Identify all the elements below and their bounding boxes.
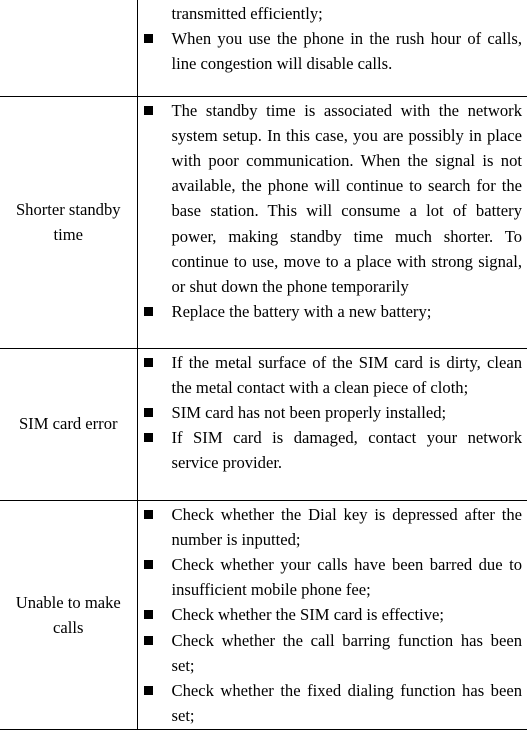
problem-cell <box>0 0 137 96</box>
list-item <box>144 425 523 475</box>
list-item <box>144 628 523 678</box>
list-item-text: Replace the battery with a new battery; <box>171 302 432 322</box>
list-item-text: When you use the phone in the rush hour of calls, line congestion will disable calls. <box>171 29 522 74</box>
square-bullet-icon <box>144 106 153 115</box>
solution-list <box>144 98 523 325</box>
list-item <box>144 400 523 425</box>
list-item <box>144 299 523 324</box>
solution-cell <box>137 96 527 348</box>
solution-list <box>144 350 523 476</box>
list-item <box>144 552 523 602</box>
problem-cell: Unable to make calls <box>0 500 137 730</box>
square-bullet-icon <box>144 408 153 417</box>
list-item-text: If the metal surface of the SIM card is dirty, clean the metal contact with a clean piece of cloth; <box>171 352 522 397</box>
problem-cell: Shorter standby time <box>0 96 137 348</box>
list-item <box>144 678 523 728</box>
solution-cell <box>137 348 527 500</box>
square-bullet-icon <box>144 636 153 645</box>
square-bullet-icon <box>144 433 153 442</box>
list-item <box>144 602 523 627</box>
table-row <box>0 348 527 500</box>
square-bullet-icon <box>144 34 153 43</box>
square-bullet-icon <box>144 610 153 619</box>
list-item-text: Check whether your calls have been barred due to insufficient mobile phone fee; <box>171 554 522 600</box>
solution-list <box>144 26 523 76</box>
list-item-text: Check whether the fixed dialing function has been set; <box>171 680 522 726</box>
list-item-text: Check whether the call barring function has been set; <box>171 630 522 675</box>
square-bullet-icon <box>144 358 153 367</box>
problem-cell: SIM card error <box>0 348 137 500</box>
table-row <box>0 500 527 730</box>
list-item <box>144 26 523 76</box>
list-item-text: Check whether the Dial key is depressed after the number is inputted; <box>171 504 522 549</box>
square-bullet-icon <box>144 686 153 695</box>
list-item-text: SIM card has not been properly installed; <box>171 402 447 422</box>
square-bullet-icon <box>144 307 153 316</box>
square-bullet-icon <box>144 560 153 569</box>
solution-cell <box>137 500 527 730</box>
list-item <box>144 98 523 300</box>
list-item-text: Check whether the SIM card is effective; <box>171 605 444 625</box>
list-item-text: If SIM card is damaged, contact your network service provider. <box>171 428 522 473</box>
list-item-text: The standby time is associated with the network system setup. In this case, you are possibly in place with poor communication. When the signal is not available, the phone will continue to search for the base station. This will consume a lot of battery power, making standby time much shorter. To continue to use, move to a place with strong signal, or shut down the phone temporarily <box>171 100 522 296</box>
solution-list <box>144 502 523 729</box>
solution-cell <box>137 0 527 96</box>
continued-text: transmitted efficiently; <box>171 4 323 23</box>
list-item <box>144 502 523 552</box>
square-bullet-icon <box>144 510 153 519</box>
list-item <box>144 350 523 400</box>
table-row <box>0 0 527 96</box>
table-row <box>0 96 527 348</box>
